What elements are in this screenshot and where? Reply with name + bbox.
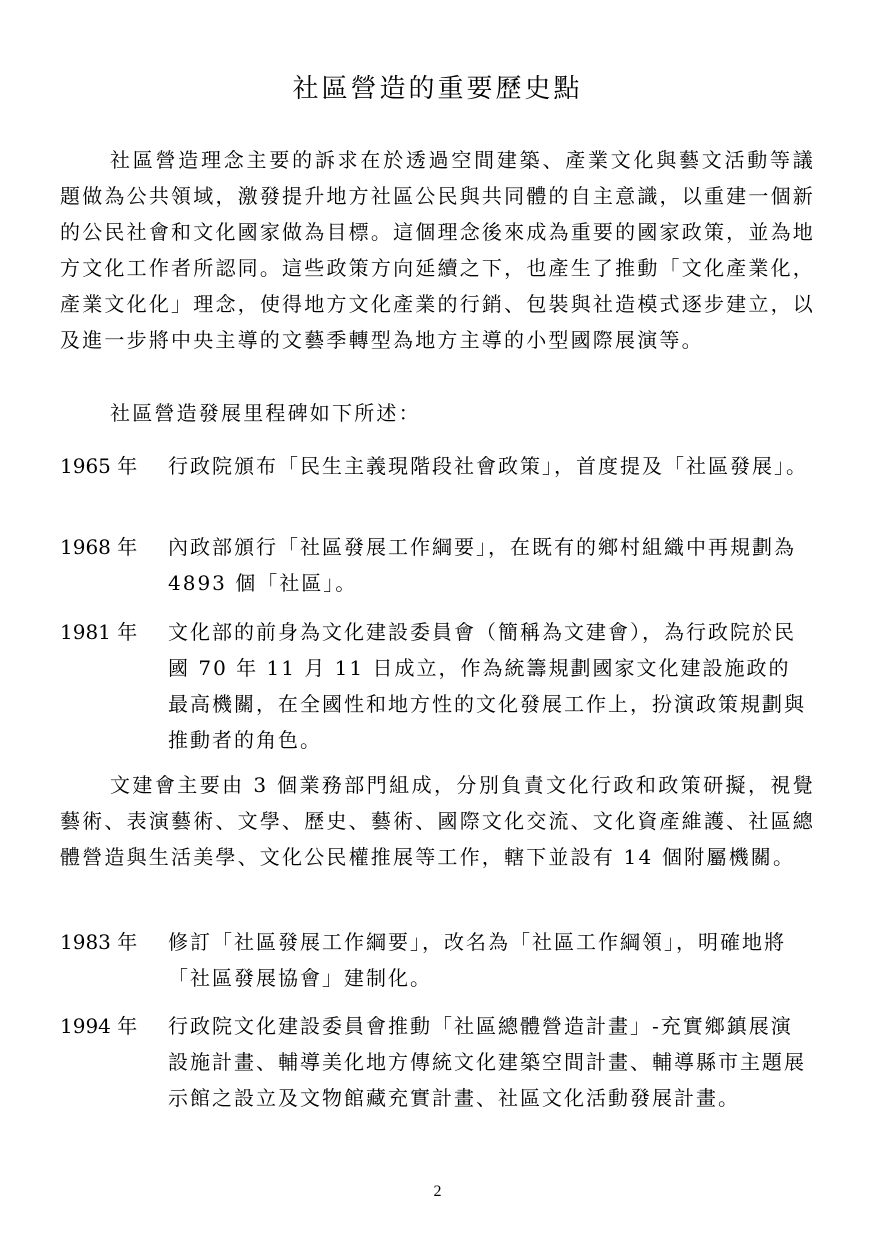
milestone-text: 修訂「社區發展工作綱要」，改名為「社區工作綱領」，明確地將「社區發展協會」建制化。 bbox=[168, 930, 786, 990]
milestone-heading: 社區營造發展里程碑如下所述： bbox=[110, 401, 421, 425]
milestone-year: 1983 年 bbox=[60, 930, 138, 954]
intro-paragraph: 社區營造理念主要的訴求在於透過空間建築、產業文化與藝文活動等議題做為公共領域，激發提升地方社區公民與共同體的自主意識，以重建一個新的公民社會和文化國家做為目標。這個理念後來成為重要的國家政策，並為地方文化工作者所認同。這些政策方向延續之下，也產生了推動「文化產業化，產業文化化」理念，使得地方文化產業的行銷、包裝與社造模式逐步建立，以及進一步將中央主導的文藝季轉型為地方主導的小型國際展演等。 bbox=[60, 148, 815, 352]
milestone-year: 1965 年 bbox=[60, 454, 138, 478]
milestone-year: 1981 年 bbox=[60, 620, 138, 644]
milestone-text: 內政部頒行「社區發展工作綱要」，在既有的鄉村組織中再規劃為 4893 個「社區」。 bbox=[168, 535, 796, 595]
page-title: 社區營造的重要歷史點 bbox=[292, 74, 583, 104]
milestone-text: 文化部的前身為文化建設委員會（簡稱為文建會），為行政院於民國 70 年 11 月 11 日成立，作為統籌規劃國家文化建設施政的最高機關，在全國性和地方性的文化發展工作上，扮演政策規劃與推動者的角色。 bbox=[168, 620, 806, 752]
council-paragraph: 文建會主要由 3 個業務部門組成，分別負責文化行政和政策研擬，視覺藝術、表演藝術、文學、歷史、藝術、國際文化交流、文化資產維護、社區總體營造與生活美學、文化公民權推展等工作，轄下並設有 14 個附屬機關。 bbox=[60, 773, 815, 869]
milestone-text: 行政院頒布「民生主義現階段社會政策」，首度提及「社區發展」。 bbox=[168, 454, 808, 478]
milestone-year: 1994 年 bbox=[60, 1014, 138, 1038]
page-number: 2 bbox=[433, 1183, 442, 1200]
milestone-text: 行政院文化建設委員會推動「社區總體營造計畫」-充實鄉鎮展演設施計畫、輔導美化地方傳統文化建築空間計畫、輔導縣市主題展示館之設立及文物館藏充實計畫、社區文化活動發展計畫。 bbox=[168, 1014, 806, 1110]
milestone-year: 1968 年 bbox=[60, 535, 138, 559]
